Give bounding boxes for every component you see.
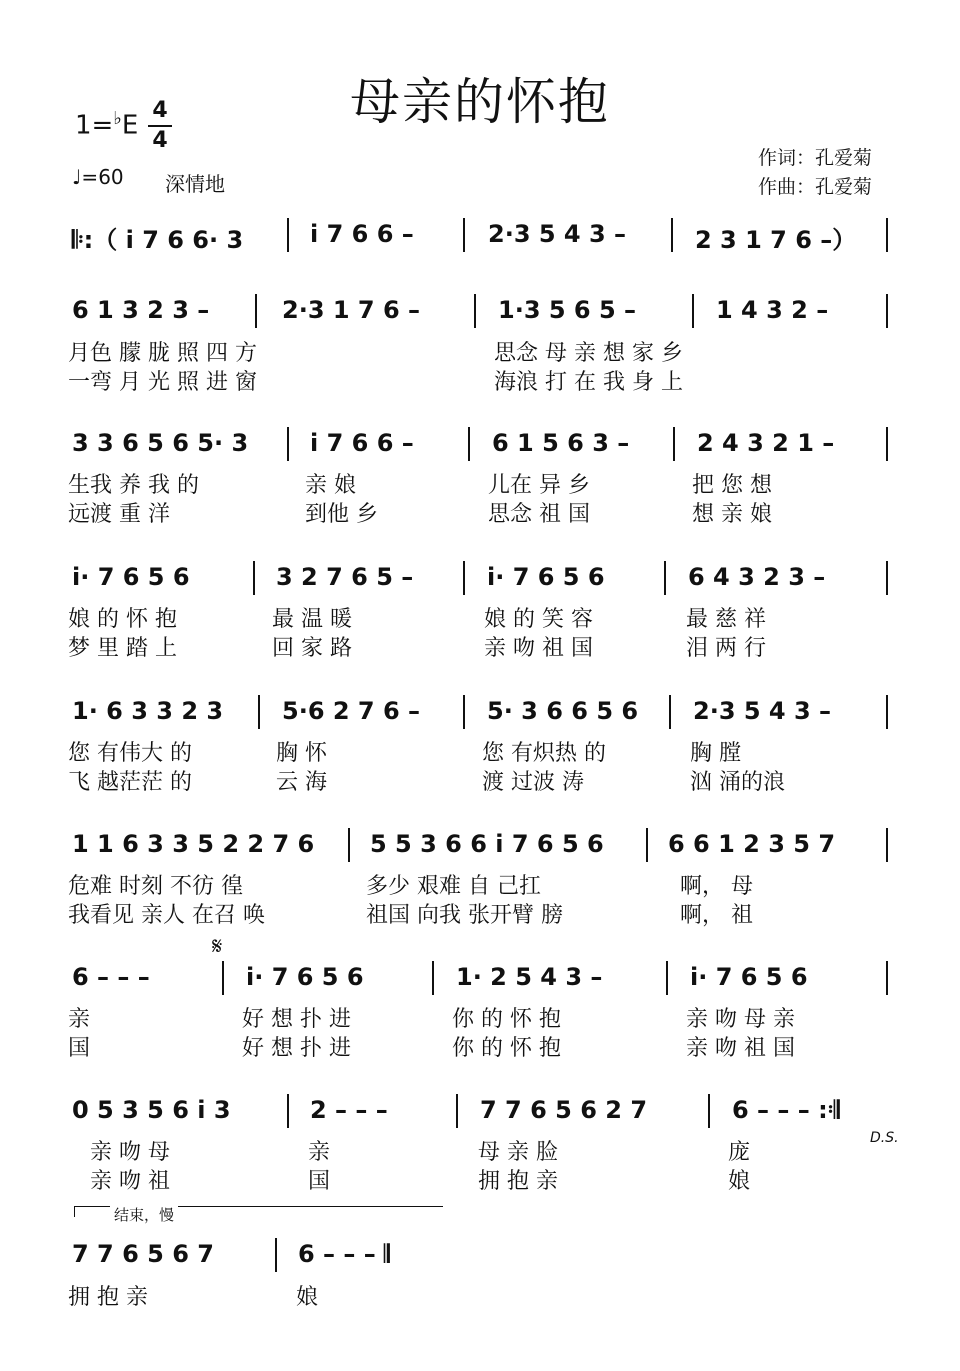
lyric-line-13: [0, 1135, 960, 1165]
measure-1: 𝄆:（ i 7 6 6· 3: [72, 226, 244, 254]
bar-line: [669, 695, 671, 729]
lyric-text: 最 温 暖: [272, 607, 352, 632]
lyric-text: 亲: [308, 1140, 331, 1165]
bar-line: [666, 961, 668, 995]
measure-9: 3 3 6 5 6 5· 3: [72, 429, 249, 457]
lyric-text: 危难 时刻 不彷 徨: [68, 874, 243, 899]
lyric-text: 娘 的 笑 容: [484, 607, 593, 632]
lyric-text: 亲 吻 母 亲: [686, 1007, 795, 1032]
lyric-text: 亲 吻 祖: [90, 1169, 170, 1194]
measure-23: 6 6 1 2 3 5 7: [668, 830, 836, 858]
lyric-text: 想 亲 娘: [692, 502, 772, 527]
key-prefix: 1=: [75, 110, 114, 141]
lyric-text: 最 慈 祥: [686, 607, 766, 632]
lyric-text: 梦 里 踏 上: [68, 636, 177, 661]
lyric-line-8: [0, 765, 960, 795]
lyric-text: 渡 过波 涛: [482, 770, 584, 795]
lyric-text: 多少 艰难 自 己扛: [366, 874, 541, 899]
lyric-text: 儿在 异 乡: [488, 473, 590, 498]
bar-line: [673, 427, 675, 461]
measure-28: 0 5 3 5 6 i 3: [72, 1096, 231, 1124]
lyric-text: 亲 娘: [305, 473, 356, 498]
measure-10: i 7 6 6 –: [310, 429, 414, 457]
lyric-text: 娘: [296, 1285, 319, 1310]
score-row-1: [0, 220, 960, 280]
flat-sign: ♭: [113, 108, 122, 129]
measure-7: 1·3 5 6 5 –: [498, 296, 637, 324]
lyric-text: 亲 吻 祖 国: [686, 1036, 795, 1061]
bar-line: [348, 828, 350, 862]
lyric-line-14: [0, 1164, 960, 1194]
lyric-text: 亲 吻 母: [90, 1140, 170, 1165]
measure-26: 1· 2 5 4 3 –: [456, 963, 603, 991]
measure-30: 7 7 6 5 6 2 7: [480, 1096, 648, 1124]
measure-22: 5 5 3 6 6 i 7 6 5 6: [370, 830, 604, 858]
bar-line: [671, 218, 673, 252]
bar-line: [692, 294, 694, 328]
lyric-text: 好 想 扑 进: [242, 1036, 351, 1061]
lyric-line-7: [0, 736, 960, 766]
measure-5: 6 1 3 2 3 –: [72, 296, 210, 324]
tempo-marking: ♩=60: [72, 165, 124, 189]
lyric-text: 您 有炽热 的: [482, 741, 606, 766]
lyric-line-12: [0, 1031, 960, 1061]
measure-32: 7 7 6 5 6 7: [72, 1240, 214, 1268]
lyric-text: 海浪 打 在 我 身 上: [494, 370, 683, 395]
composer-credit: 作曲：孔爱菊: [758, 176, 873, 198]
bar-line: [456, 1094, 458, 1128]
lyric-line-6: [0, 631, 960, 661]
lyric-text: 泪 两 行: [686, 636, 766, 661]
measure-20: 2·3 5 4 3 –: [693, 697, 832, 725]
measure-8: 1 4 3 2 –: [716, 296, 829, 324]
bar-line: [253, 561, 255, 595]
bar-line: [474, 294, 476, 328]
measure-3: 2·3 5 4 3 –: [488, 220, 627, 248]
lyric-text: 到他 乡: [305, 502, 378, 527]
lyric-text: 庞: [728, 1140, 751, 1165]
lyricist-credit: 作词：孔爱菊: [758, 147, 873, 169]
lyric-text: 胸 膛: [690, 741, 741, 766]
lyric-text: 国: [68, 1036, 91, 1061]
measure-2: i 7 6 6 –: [310, 220, 414, 248]
lyric-text: 你 的 怀 抱: [452, 1036, 561, 1061]
measure-11: 6 1 5 6 3 –: [492, 429, 630, 457]
bar-line: [664, 561, 666, 595]
lyric-line-11: [0, 1002, 960, 1032]
lyric-line-5: [0, 602, 960, 632]
key-signature: [75, 108, 138, 141]
bar-line: [886, 561, 888, 595]
key-note: E: [121, 110, 139, 141]
song-title: 母亲的怀抱: [350, 73, 610, 131]
lyric-text: 思念 母 亲 想 家 乡: [494, 341, 683, 366]
bar-line: [468, 427, 470, 461]
bar-line: [886, 218, 888, 252]
bar-line: [222, 961, 224, 995]
lyric-text: 飞 越茫茫 的: [68, 770, 192, 795]
lyric-text: 把 您 想: [692, 473, 772, 498]
lyric-text: 远渡 重 洋: [68, 502, 170, 527]
bar-line: [463, 695, 465, 729]
measure-33: 6 – – – 𝄂: [298, 1240, 390, 1268]
time-signature-divider: [148, 125, 172, 127]
lyric-text: 你 的 怀 抱: [452, 1007, 561, 1032]
bar-line: [886, 695, 888, 729]
bar-line: [463, 218, 465, 252]
time-signature-top: 4: [152, 98, 168, 123]
bar-line: [708, 1094, 710, 1128]
ending-label: 结束，慢: [110, 1204, 178, 1225]
measure-19: 5· 3 6 6 5 6: [487, 697, 639, 725]
bar-line: [255, 294, 257, 328]
lyric-text: 汹 涌的浪: [690, 770, 785, 795]
measure-21: 1 1 6 3 3 5 2 2 7 6: [72, 830, 315, 858]
lyric-text: 拥 抱 亲: [478, 1169, 558, 1194]
bar-line: [287, 218, 289, 252]
lyric-text: 啊， 祖: [680, 903, 753, 928]
lyric-text: 亲: [68, 1007, 91, 1032]
lyric-line-9: [0, 869, 960, 899]
measure-12: 2 4 3 2 1 –: [697, 429, 835, 457]
bar-line: [432, 961, 434, 995]
lyric-line-2: [0, 365, 960, 395]
lyric-text: 娘: [728, 1169, 751, 1194]
lyric-text: 母 亲 脸: [478, 1140, 558, 1165]
measure-13: i· 7 6 5 6: [72, 563, 190, 591]
lyric-text: 拥 抱 亲: [68, 1285, 148, 1310]
measure-27: i· 7 6 5 6: [690, 963, 808, 991]
lyric-text: 我看见 亲人 在召 唤: [68, 903, 265, 928]
lyric-text: 亲 吻 祖 国: [484, 636, 593, 661]
time-signature-bottom: 4: [152, 128, 168, 153]
measure-25: i· 7 6 5 6: [246, 963, 364, 991]
lyric-line-10: [0, 898, 960, 928]
lyric-text: 您 有伟大 的: [68, 741, 192, 766]
ds-marking: D.S.: [870, 1130, 899, 1146]
lyric-line-3: [0, 468, 960, 498]
lyric-text: 国: [308, 1169, 331, 1194]
bar-line: [886, 961, 888, 995]
bar-line: [646, 828, 648, 862]
lyric-text: 娘 的 怀 抱: [68, 607, 177, 632]
lyric-text: 云 海: [276, 770, 327, 795]
lyric-text: 月色 朦 胧 照 四 方: [68, 341, 257, 366]
bar-line: [886, 828, 888, 862]
bar-line: [886, 294, 888, 328]
lyric-text: 啊， 母: [680, 874, 753, 899]
lyric-text: 生我 养 我 的: [68, 473, 199, 498]
measure-14: 3 2 7 6 5 –: [276, 563, 414, 591]
expression-marking: 深情地: [165, 172, 225, 196]
lyric-line-1: [0, 336, 960, 366]
bar-line: [463, 561, 465, 595]
bar-line: [275, 1238, 277, 1272]
segno-sign: 𝄋: [212, 932, 223, 960]
lyric-text: 胸 怀: [276, 741, 327, 766]
bar-line: [258, 695, 260, 729]
lyric-text: 回 家 路: [272, 636, 352, 661]
lyric-text: 祖国 向我 张开臂 膀: [366, 903, 563, 928]
measure-15: i· 7 6 5 6: [487, 563, 605, 591]
lyric-line-15: [0, 1280, 960, 1310]
measure-24: 6 – – –: [72, 963, 150, 991]
measure-29: 2 – – –: [310, 1096, 388, 1124]
measure-17: 1· 6 3 3 2 3: [72, 697, 224, 725]
measure-18: 5·6 2 7 6 –: [282, 697, 421, 725]
bar-line: [287, 1094, 289, 1128]
lyric-line-4: [0, 497, 960, 527]
bar-line: [886, 427, 888, 461]
lyric-text: 一弯 月 光 照 进 窗: [68, 370, 257, 395]
lyric-text: 思念 祖 国: [488, 502, 590, 527]
lyric-text: 好 想 扑 进: [242, 1007, 351, 1032]
measure-31: 6 – – – :𝄇: [732, 1096, 840, 1124]
bar-line: [287, 427, 289, 461]
measure-16: 6 4 3 2 3 –: [688, 563, 826, 591]
measure-6: 2·3 1 7 6 –: [282, 296, 421, 324]
measure-4: 2 3 1 7 6 –）: [695, 226, 857, 254]
time-signature: [148, 98, 172, 154]
